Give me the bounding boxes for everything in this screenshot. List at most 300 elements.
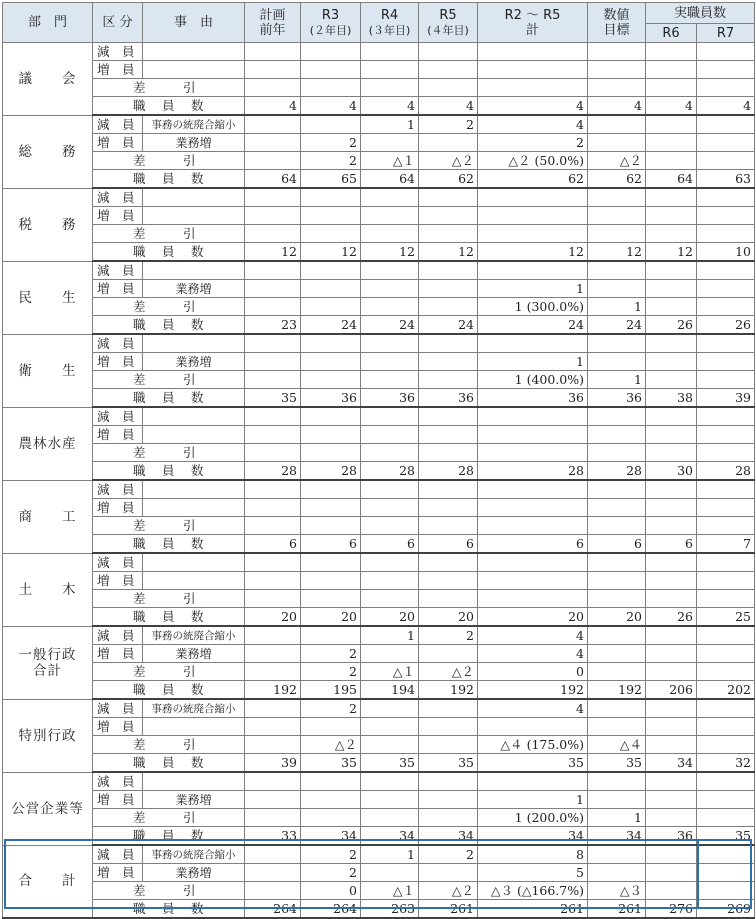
value-cell (245, 444, 301, 462)
value-cell (697, 334, 755, 353)
value-cell: 2 (301, 663, 361, 681)
value-cell: 4 (419, 97, 478, 116)
value-cell: 1 (588, 298, 646, 316)
value-cell: 2 (419, 845, 478, 864)
kubun-label: 増 員 (93, 718, 143, 736)
shokuin-label: 職 員 数 (93, 170, 245, 189)
table-row (3, 517, 755, 535)
value-cell (245, 334, 301, 353)
value-cell (245, 61, 301, 79)
shokuin-label: 職 員 数 (93, 608, 245, 627)
value-cell (361, 298, 419, 316)
table-row (3, 718, 755, 736)
value-cell (697, 626, 755, 645)
value-cell (588, 772, 646, 791)
value-cell (588, 645, 646, 663)
value-cell (245, 79, 301, 97)
header-plan: 計画 前年 (245, 3, 301, 43)
value-cell (361, 590, 419, 608)
value-cell (588, 334, 646, 353)
value-cell (588, 188, 646, 207)
value-cell (697, 407, 755, 426)
value-cell (245, 645, 301, 663)
value-cell (646, 280, 697, 298)
value-cell (646, 864, 697, 882)
value-cell (245, 718, 301, 736)
table-row (3, 535, 755, 554)
value-cell: 1 (588, 371, 646, 389)
value-cell (419, 371, 478, 389)
value-cell (697, 43, 755, 61)
value-cell (301, 590, 361, 608)
value-cell (646, 444, 697, 462)
value-cell: △４ (175.0%) (478, 736, 588, 754)
value-cell (588, 207, 646, 225)
reason-cell: 業務増 (143, 353, 245, 371)
value-cell (361, 864, 419, 882)
value-cell (588, 699, 646, 718)
header-r3: R3 (２年目) (301, 3, 361, 43)
table-row (3, 900, 755, 919)
value-cell: 6 (301, 535, 361, 554)
kubun-label: 減 員 (93, 553, 143, 572)
table-row (3, 134, 755, 152)
value-cell (697, 499, 755, 517)
value-cell (478, 590, 588, 608)
value-cell: 6 (588, 535, 646, 554)
value-cell (588, 553, 646, 572)
value-cell: 36 (301, 389, 361, 408)
value-cell (245, 407, 301, 426)
value-cell: 28 (697, 462, 755, 481)
value-cell (697, 207, 755, 225)
value-cell: 20 (478, 608, 588, 627)
value-cell (419, 864, 478, 882)
table-row (3, 809, 755, 827)
value-cell (478, 188, 588, 207)
value-cell (419, 261, 478, 280)
value-cell (646, 407, 697, 426)
value-cell (646, 772, 697, 791)
header-target: 数値 目標 (588, 3, 646, 43)
value-cell (588, 590, 646, 608)
value-cell: 4 (588, 97, 646, 116)
value-cell: 261 (588, 900, 646, 919)
reason-cell: 業務増 (143, 791, 245, 809)
value-cell (646, 499, 697, 517)
value-cell: 4 (478, 626, 588, 645)
value-cell: 2 (301, 152, 361, 170)
kubun-label: 減 員 (93, 699, 143, 718)
value-cell (361, 426, 419, 444)
table-row (3, 225, 755, 243)
value-cell: 34 (301, 827, 361, 846)
sashi-label: 差 引 (93, 225, 245, 243)
value-cell: 34 (646, 754, 697, 773)
value-cell: 64 (361, 170, 419, 189)
table-row (3, 772, 755, 791)
value-cell: 20 (588, 608, 646, 627)
value-cell (588, 572, 646, 590)
value-cell: 28 (419, 462, 478, 481)
value-cell: 4 (478, 97, 588, 116)
shokuin-label: 職 員 数 (93, 535, 245, 554)
value-cell (361, 280, 419, 298)
value-cell (419, 645, 478, 663)
value-cell (419, 590, 478, 608)
value-cell: 264 (301, 900, 361, 919)
value-cell (419, 718, 478, 736)
sashi-label: 差 引 (93, 79, 245, 97)
value-cell: 1 (200.0%) (478, 809, 588, 827)
value-cell: 4 (245, 97, 301, 116)
value-cell (361, 134, 419, 152)
value-cell (245, 626, 301, 645)
value-cell: 2 (301, 699, 361, 718)
value-cell (419, 334, 478, 353)
dept-cell: 農林水産 (3, 407, 93, 480)
value-cell: 10 (697, 243, 755, 262)
table-row (3, 791, 755, 809)
value-cell: 20 (245, 608, 301, 627)
value-cell (361, 645, 419, 663)
shokuin-label: 職 員 数 (93, 754, 245, 773)
value-cell (301, 718, 361, 736)
reason-cell (143, 261, 245, 280)
value-cell (646, 590, 697, 608)
value-cell: 23 (245, 316, 301, 335)
value-cell (301, 261, 361, 280)
value-cell (646, 480, 697, 499)
reason-cell (143, 572, 245, 590)
sashi-label: 差 引 (93, 298, 245, 316)
table-row (3, 280, 755, 298)
value-cell: △２ (50.0%) (478, 152, 588, 170)
value-cell (361, 188, 419, 207)
dept-cell: 土 木 (3, 553, 93, 626)
value-cell: 2 (478, 134, 588, 152)
staffing-table (2, 2, 755, 919)
value-cell: 264 (245, 900, 301, 919)
table-row (3, 754, 755, 773)
table-row (3, 170, 755, 189)
table-row (3, 882, 755, 900)
value-cell (301, 791, 361, 809)
sashi-label: 差 引 (93, 736, 245, 754)
value-cell (245, 152, 301, 170)
header-dept: 部 門 (3, 3, 93, 43)
value-cell: 39 (697, 389, 755, 408)
value-cell (419, 280, 478, 298)
value-cell: 2 (301, 645, 361, 663)
table-row (3, 645, 755, 663)
value-cell (588, 407, 646, 426)
value-cell (697, 718, 755, 736)
value-cell (245, 115, 301, 134)
reason-cell: 業務増 (143, 280, 245, 298)
value-cell (697, 864, 755, 882)
value-cell (361, 444, 419, 462)
value-cell (245, 864, 301, 882)
value-cell: 34 (419, 827, 478, 846)
dept-cell: 合 計 (3, 845, 93, 918)
table-row (3, 61, 755, 79)
value-cell: 34 (478, 827, 588, 846)
header-kubun: 区 分 (93, 3, 143, 43)
value-cell (697, 553, 755, 572)
value-cell (245, 371, 301, 389)
reason-cell (143, 43, 245, 61)
value-cell (697, 225, 755, 243)
value-cell (697, 426, 755, 444)
value-cell (478, 207, 588, 225)
value-cell (419, 188, 478, 207)
value-cell (588, 499, 646, 517)
value-cell: 6 (245, 535, 301, 554)
value-cell: 1 (478, 280, 588, 298)
dept-cell: 特別行政 (3, 699, 93, 772)
value-cell (697, 188, 755, 207)
dept-cell: 総 務 (3, 115, 93, 188)
dept-cell: 公営企業等 (3, 772, 93, 845)
value-cell: 24 (419, 316, 478, 335)
value-cell: 195 (301, 681, 361, 700)
value-cell (301, 371, 361, 389)
shokuin-label: 職 員 数 (93, 97, 245, 116)
value-cell (588, 426, 646, 444)
value-cell (361, 261, 419, 280)
table-row (3, 699, 755, 718)
sashi-label: 差 引 (93, 152, 245, 170)
value-cell (697, 261, 755, 280)
table-row (3, 681, 755, 700)
value-cell (646, 572, 697, 590)
kubun-label: 増 員 (93, 645, 143, 663)
value-cell: 194 (361, 681, 419, 700)
value-cell: 4 (478, 645, 588, 663)
value-cell: 34 (361, 827, 419, 846)
kubun-label: 増 員 (93, 791, 143, 809)
value-cell (419, 480, 478, 499)
value-cell (478, 261, 588, 280)
value-cell (646, 882, 697, 900)
table-row (3, 553, 755, 572)
value-cell: 35 (245, 389, 301, 408)
value-cell (419, 134, 478, 152)
value-cell: 12 (245, 243, 301, 262)
value-cell (588, 480, 646, 499)
value-cell: 34 (588, 827, 646, 846)
table-row (3, 444, 755, 462)
value-cell: △３ (588, 882, 646, 900)
value-cell (301, 517, 361, 535)
value-cell: 20 (361, 608, 419, 627)
value-cell (361, 353, 419, 371)
value-cell: 7 (697, 535, 755, 554)
value-cell (646, 553, 697, 572)
table-row (3, 407, 755, 426)
table-row (3, 736, 755, 754)
value-cell: △２ (419, 152, 478, 170)
reason-cell (143, 407, 245, 426)
value-cell (697, 480, 755, 499)
value-cell (646, 736, 697, 754)
value-cell (361, 791, 419, 809)
value-cell (419, 736, 478, 754)
value-cell (478, 517, 588, 535)
value-cell: 1 (361, 626, 419, 645)
value-cell (646, 663, 697, 681)
value-cell (361, 718, 419, 736)
value-cell: 1 (361, 845, 419, 864)
value-cell (301, 43, 361, 61)
value-cell: 261 (419, 900, 478, 919)
value-cell: 30 (646, 462, 697, 481)
sashi-label: 差 引 (93, 444, 245, 462)
value-cell (419, 426, 478, 444)
value-cell: 24 (301, 316, 361, 335)
value-cell: 12 (478, 243, 588, 262)
value-cell: 26 (646, 608, 697, 627)
kubun-label: 減 員 (93, 188, 143, 207)
value-cell (697, 152, 755, 170)
value-cell: 35 (361, 754, 419, 773)
value-cell (361, 572, 419, 590)
value-cell (478, 426, 588, 444)
value-cell (245, 298, 301, 316)
value-cell: 6 (646, 535, 697, 554)
value-cell: 26 (697, 316, 755, 335)
value-cell (245, 480, 301, 499)
value-cell: 35 (478, 754, 588, 773)
table-row (3, 207, 755, 225)
value-cell (245, 882, 301, 900)
table-row (3, 243, 755, 262)
shokuin-label: 職 員 数 (93, 827, 245, 846)
value-cell (419, 444, 478, 462)
reason-cell (143, 426, 245, 444)
value-cell (361, 772, 419, 791)
value-cell (419, 499, 478, 517)
value-cell: △１ (361, 663, 419, 681)
shokuin-label: 職 員 数 (93, 900, 245, 919)
value-cell: 62 (478, 170, 588, 189)
value-cell (478, 43, 588, 61)
kubun-label: 減 員 (93, 115, 143, 134)
sashi-label: 差 引 (93, 882, 245, 900)
value-cell (646, 79, 697, 97)
value-cell (697, 882, 755, 900)
value-cell (419, 79, 478, 97)
value-cell: 2 (419, 115, 478, 134)
value-cell: 35 (419, 754, 478, 773)
value-cell: 8 (478, 845, 588, 864)
reason-cell (143, 480, 245, 499)
value-cell (245, 699, 301, 718)
reason-cell: 事務の統廃合縮小 (143, 845, 245, 864)
value-cell (646, 845, 697, 864)
value-cell: 263 (361, 900, 419, 919)
value-cell (697, 736, 755, 754)
value-cell: 4 (478, 115, 588, 134)
value-cell (245, 663, 301, 681)
value-cell: 38 (646, 389, 697, 408)
value-cell (646, 43, 697, 61)
value-cell (588, 791, 646, 809)
value-cell (478, 772, 588, 791)
value-cell (245, 353, 301, 371)
table-row (3, 608, 755, 627)
value-cell (419, 207, 478, 225)
value-cell (361, 499, 419, 517)
value-cell (245, 736, 301, 754)
value-cell (697, 280, 755, 298)
value-cell (361, 699, 419, 718)
table-row (3, 626, 755, 645)
shokuin-label: 職 員 数 (93, 462, 245, 481)
dept-cell: 税 務 (3, 188, 93, 261)
value-cell (361, 736, 419, 754)
value-cell (646, 791, 697, 809)
value-cell: 28 (245, 462, 301, 481)
value-cell: 1 (400.0%) (478, 371, 588, 389)
reason-cell (143, 499, 245, 517)
value-cell (588, 134, 646, 152)
reason-cell (143, 718, 245, 736)
value-cell (588, 61, 646, 79)
value-cell (245, 791, 301, 809)
value-cell: 1 (478, 353, 588, 371)
value-cell (361, 517, 419, 535)
value-cell (646, 371, 697, 389)
value-cell: 28 (361, 462, 419, 481)
value-cell (697, 645, 755, 663)
value-cell (697, 590, 755, 608)
value-cell (245, 261, 301, 280)
kubun-label: 増 員 (93, 426, 143, 444)
table-row (3, 572, 755, 590)
value-cell: △２ (588, 152, 646, 170)
value-cell (245, 590, 301, 608)
value-cell (646, 152, 697, 170)
value-cell: 192 (245, 681, 301, 700)
value-cell: 2 (301, 845, 361, 864)
shokuin-label: 職 員 数 (93, 681, 245, 700)
kubun-label: 増 員 (93, 61, 143, 79)
value-cell: 206 (646, 681, 697, 700)
kubun-label: 減 員 (93, 480, 143, 499)
value-cell: 1 (478, 791, 588, 809)
value-cell: 63 (697, 170, 755, 189)
value-cell: 4 (478, 699, 588, 718)
value-cell (301, 225, 361, 243)
value-cell (361, 61, 419, 79)
value-cell: 35 (697, 827, 755, 846)
value-cell (419, 809, 478, 827)
value-cell: 261 (478, 900, 588, 919)
value-cell (588, 626, 646, 645)
table-row (3, 152, 755, 170)
value-cell: 36 (646, 827, 697, 846)
value-cell (419, 572, 478, 590)
dept-cell: 商 工 (3, 480, 93, 553)
value-cell: 12 (361, 243, 419, 262)
value-cell (478, 718, 588, 736)
value-cell: 24 (478, 316, 588, 335)
value-cell (301, 444, 361, 462)
value-cell (646, 115, 697, 134)
value-cell (478, 499, 588, 517)
